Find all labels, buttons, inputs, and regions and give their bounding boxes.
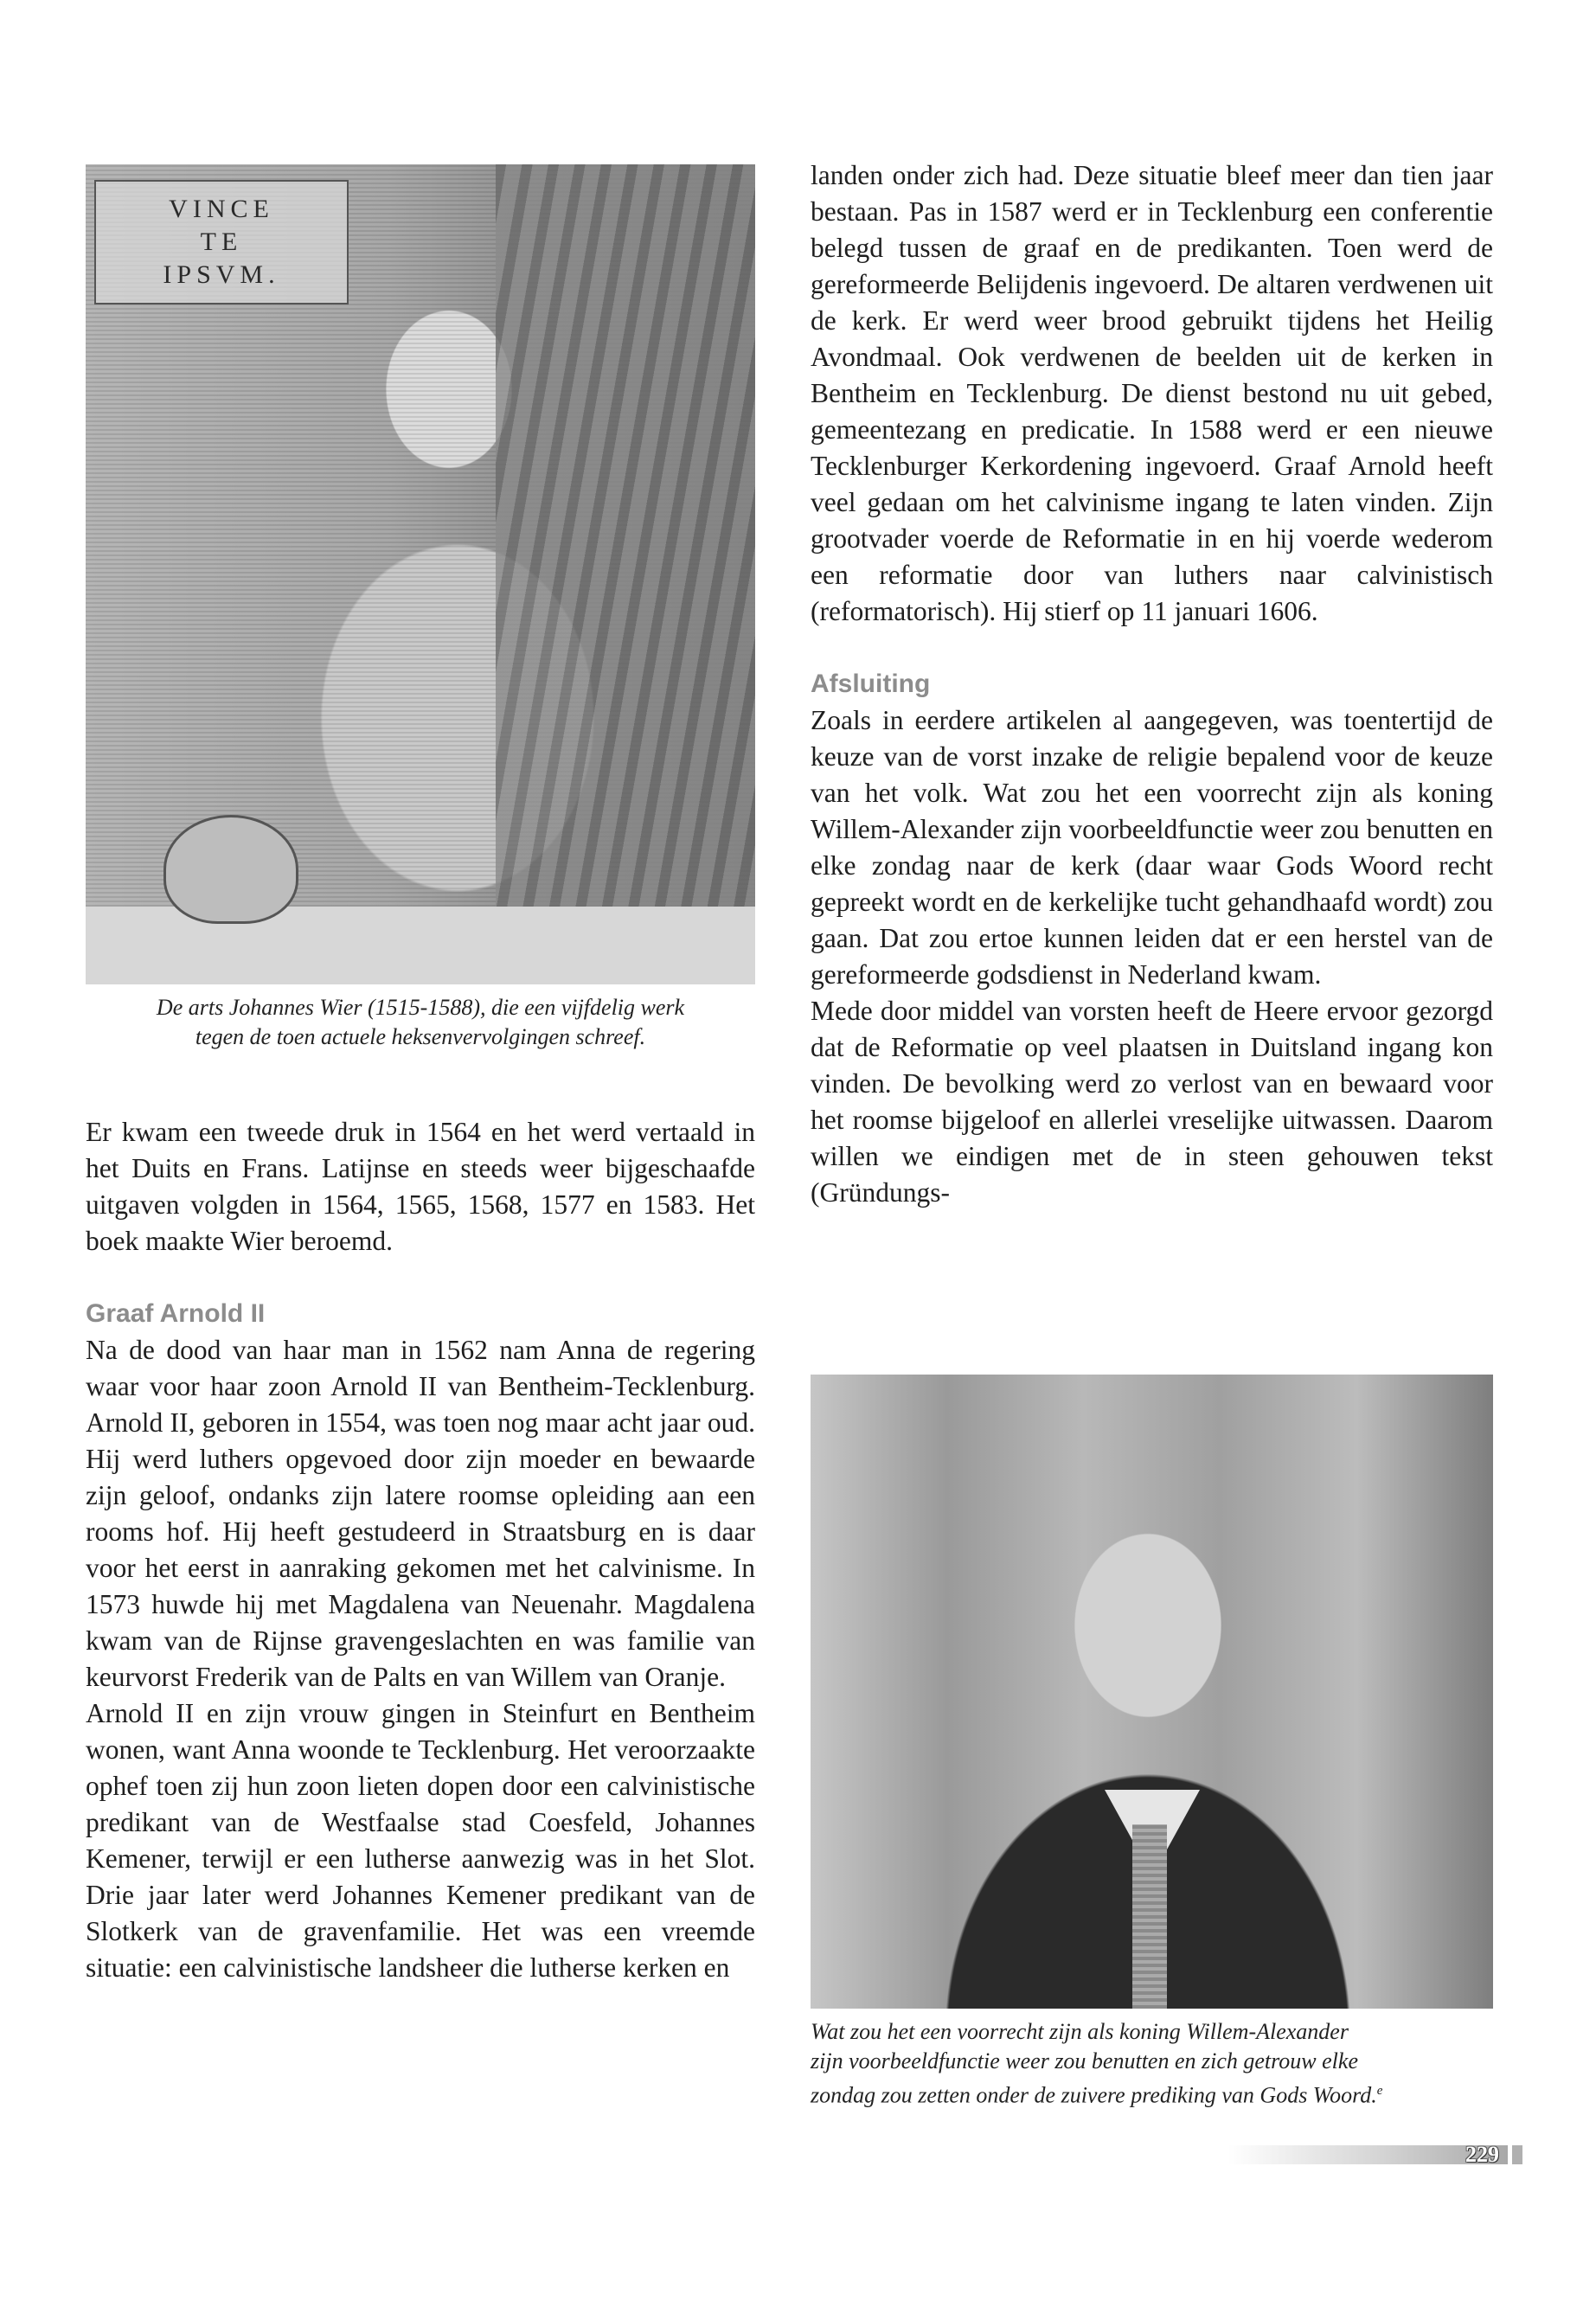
left-text-column (86, 1114, 755, 1986)
caption-line: zijn voorbeeldfunctie weer zou benutten en zich getrouw elke (811, 2048, 1358, 2073)
caption-line: De arts Johannes Wier (1515-1588), die een vijfdelig werk (156, 995, 685, 1020)
caption-line: Wat zou het een voorrecht zijn als koning Willem-Alexander (811, 2019, 1349, 2044)
motto-line: TE (200, 228, 243, 256)
right-text-column (811, 157, 1493, 1211)
motto-line: IPSVM. (163, 260, 280, 289)
motto-line: VINCE (169, 195, 274, 223)
skull-illustration (163, 815, 298, 924)
paragraph: Mede door middel van vorsten heeft de Heere ervoor gezorgd dat de Reformatie op veel plaatsen in Duitsland ingang kon vinden. De bevolking werd zo verlost van en bewaard voor het roomse bijgeloof en allerlei vreselijke uitwassen. Daarom willen we eindigen met de in steen gehouwen tekst (Gründungs- (811, 996, 1493, 1208)
section-heading-graaf-arnold: Graaf Arnold II (86, 1299, 266, 1328)
paragraph: Zoals in eerdere artikelen al aangegeven, was toentertijd de keuze van de vorst inzake de religie bepalend voor de keuze van het volk. Wat zou het een voorrecht zijn als koning Willem-Alexander zijn voorbeeldfunctie weer zou benutten en elke zondag naar de kerk (daar waar Gods Woord recht gepreekt wordt en de kerkelijke tucht gehandhaafd wordt) zou gaan. Dat zou ertoe kunnen leiden dat er een herstel van de gereformeerde godsdienst in Nederland kwam. (811, 705, 1493, 990)
paragraph: Er kwam een tweede druk in 1564 en het werd vertaald in het Duits en Frans. Latijnse en steeds weer bijgeschaafde uitgaven volgden in 1564, 1565, 1568, 1577 en 1583. Het boek maakte Wier beroemd. (86, 1117, 755, 1256)
motto-plaque (94, 180, 349, 304)
table-surface (86, 907, 755, 984)
page-number-bar (1228, 2142, 1508, 2167)
engraving-caption (86, 993, 755, 1052)
caption-line (811, 2076, 1493, 2111)
section-heading-afsluiting: Afsluiting (811, 670, 931, 698)
portrait-engraving-johannes-wier (86, 164, 755, 984)
caption-text: zondag zou zetten onder de zuivere prediking van Gods Woord. (811, 2082, 1377, 2108)
photo-caption (811, 2017, 1493, 2111)
photo-koning-willem-alexander (811, 1375, 1493, 2009)
caption-line: tegen de toen actuele heksenvervolgingen schreef. (195, 1024, 646, 1049)
paragraph: landen onder zich had. Deze situatie bleef meer dan tien jaar bestaan. Pas in 1587 werd er in Tecklenburg een conferentie belegd tussen de graaf en de predikanten. Toen werd de gereformeerde Belijdenis ingevoerd. De altaren verdwenen uit de kerk. Er werd weer brood gebruikt tijdens het Heilig Avondmaal. Ook verdwenen de beelden uit de kerken in Bentheim en Tecklenburg. De dienst bestond nu uit gebed, gemeentezang en predicatie. In 1588 werd er een nieuwe Tecklenburger Kerkordening ingevoerd. Graaf Arnold heeft veel gedaan om het calvinisme ingang te laten vinden. Zijn grootvader voerde de Reformatie in en hij voerde wederom een reformatie door van luthers naar calvinistisch (reformatorisch). Hij stierf op 11 januari 1606. (811, 160, 1493, 626)
footnote-mark: e (1376, 2084, 1383, 2098)
paragraph: Na de dood van haar man in 1562 nam Anna de regering waar voor haar zoon Arnold II van Bentheim-Tecklenburg. Arnold II, geboren in 1554, was toen nog maar acht jaar oud. Hij werd luthers opgevoed door zijn moeder en bewaarde zijn geloof, ondanks zijn latere roomse opleiding aan een rooms hof. Hij heeft gestudeerd in Straatsburg en is daar voor het eerst in aanraking gekomen met het calvinisme. In 1573 huwde hij met Magdalena van Neuenahr. Magdalena kwam van de Rijnse gravengeslachten en was familie van keurvorst Frederik van de Palts en van Willem van Oranje. (86, 1335, 755, 1692)
page-edge-tab (1512, 2145, 1522, 2164)
tie (1132, 1824, 1167, 2009)
page-number: 229 (1465, 2142, 1499, 2167)
curtain-drapery (496, 164, 755, 984)
paragraph: Arnold II en zijn vrouw gingen in Steinfurt en Bentheim wonen, want Anna woonde te Tecklenburg. Het veroorzaakte ophef toen zij hun zoon lieten dopen door een calvinistische predikant van de Westfaalse stad Coesfeld, Johannes Kemener, terwijl er een lutherse aanwezig was in het Slot. Drie jaar later werd Johannes Kemener predikant van de Slotkerk van de gravenfamilie. Het was een vreemde situatie: een calvinistische landsheer die lutherse kerken en (86, 1698, 755, 1983)
